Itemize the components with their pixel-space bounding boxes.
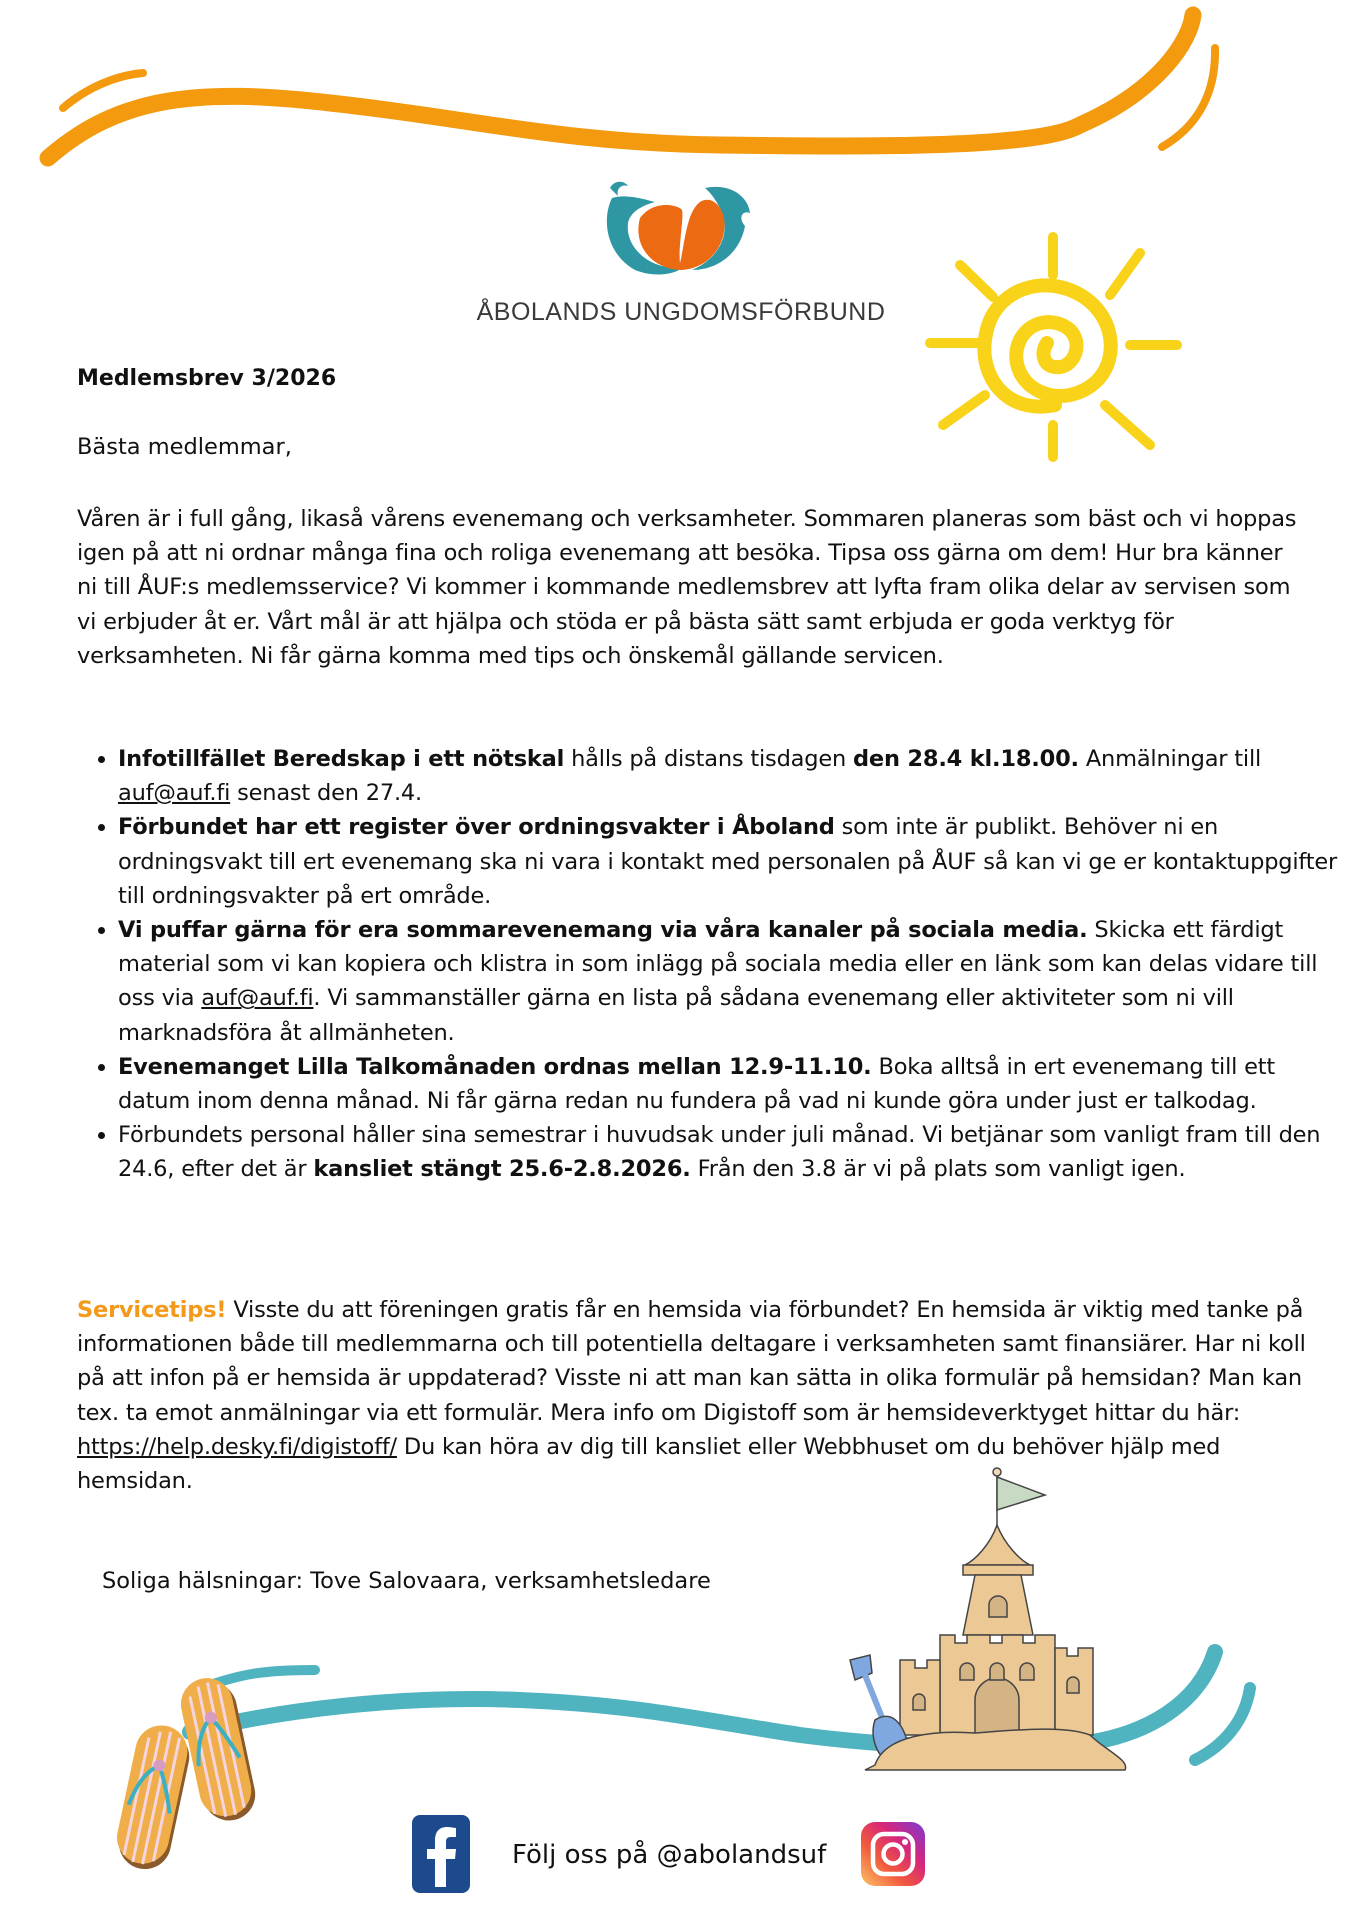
intro-paragraph: Våren är i full gång, likaså vårens evenemang och verksamheter. Sommaren planeras som bäst och vi hoppas igen på att ni ordnar många fina och roliga evenemang att besöka. Tipsa oss gärna om dem! Hur bra känner ni till ÅUF:s medlemsservice? Vi kommer i kommande medlemsbrev att lyfta fram olika delar av servisen som vi erbjuder åt er. Vårt mål är att hjälpa och stöda er på bästa sätt samt erbjuda er goda verktyg för verksamheten. Ni får gärna komma med tips och önskemål gällande servicen. [77,506,1297,669]
item-highlight: kansliet stängt 25.6-2.8.2026. [313,1156,691,1183]
letter-title: Medlemsbrev 3/2026 [77,366,337,391]
item-highlight: Infotillfället Beredskap i ett nötskal [118,746,565,772]
list-item [118,810,1348,913]
org-name: ÅBOLANDS UNGDOMSFÖRBUND [476,298,886,326]
item-highlight: den 28.4 kl.18.00. [852,746,1079,772]
instagram-icon [861,1822,925,1886]
news-list [77,742,1348,1187]
email-link[interactable]: auf@auf.fi [118,780,231,807]
signoff: Soliga hälsningar: Tove Salovaara, verksamhetsledare [102,1568,711,1594]
flip-flops-illustration [108,1670,288,1880]
sun-illustration [925,225,1185,465]
instagram-button[interactable] [861,1822,925,1886]
list-item [118,1050,1348,1118]
tip-text: Du kan höra av dig till kansliet eller Webbhuset om du behöver hjälp med hemsidan. [77,1433,1221,1495]
list-item [118,913,1348,1050]
item-text: Boka alltså in ert evenemang till ett datum inom denna månad. Ni får gärna redan nu fundera på vad ni kunde göra under just er talkodag. [118,1053,1276,1115]
item-highlight: Förbundet har ett register över ordningsvakter i Åboland [118,814,835,841]
item-text: senast den 27.4. [230,780,422,807]
item-highlight: Vi puffar gärna för era sommarevenemang via våra kanaler på sociala media. [118,917,1088,944]
service-tip-label: Servicetips! [77,1297,227,1323]
letter-greeting: Bästa medlemmar, [77,434,292,460]
item-text: . Vi sammanställer gärna en lista på sådana evenemang eller aktiviteter som ni vill marknadsföra åt allmänheten. [118,985,1234,1046]
facebook-icon [412,1815,470,1893]
sandcastle-illustration [845,1465,1145,1775]
item-text: hålls på distans tisdagen [564,746,853,772]
item-text: Förbundets personal håller sina semestrar i huvudsak under juli månad. Vi betjänar som vanligt fram till den 24.6, efter det är [118,1122,1321,1183]
digistoff-link[interactable]: https://help.desky.fi/digistoff/ [77,1433,397,1460]
facebook-button[interactable] [412,1815,470,1893]
item-text: Skicka ett färdigt material som vi kan kopiera och klistra in som inlägg på sociala media eller en länk som kan delas vidare till oss via [118,917,1318,1012]
item-highlight: Evenemanget Lilla Talkomånaden ordnas mellan 12.9-11.10. [118,1053,872,1080]
list-item [118,742,1348,810]
org-logo [600,178,765,278]
follow-us-text: Följ oss på @abolandsuf [512,1840,827,1870]
item-text: Från den 3.8 är vi på plats som vanligt igen. [690,1156,1186,1183]
email-link[interactable]: auf@auf.fi [201,985,314,1012]
top-swoosh-decoration [0,0,1357,180]
item-text: Anmälningar till [1078,746,1262,772]
list-item [118,1118,1348,1186]
item-text: som inte är publikt. Behöver ni en ordningsvakt till ert evenemang ska ni vara i kontakt med personalen på ÅUF så kan vi ge er kontaktuppgifter till ordningsvakter på ert område. [118,814,1338,909]
tip-text: Visste du att föreningen gratis får en hemsida via förbundet? En hemsida är viktig med tanke på informationen både till medlemmarna och till potentiella deltagare i verksamheten samt finansiärer. Har ni koll på att infon på er hemsida är uppdaterad? Visste ni att man kan sätta in olika formulär på hemsidan? Man kan tex. ta emot anmälningar via ett formulär. Mera info om Digistoff som är hemsideverktyget hittar du här: [77,1297,1306,1426]
